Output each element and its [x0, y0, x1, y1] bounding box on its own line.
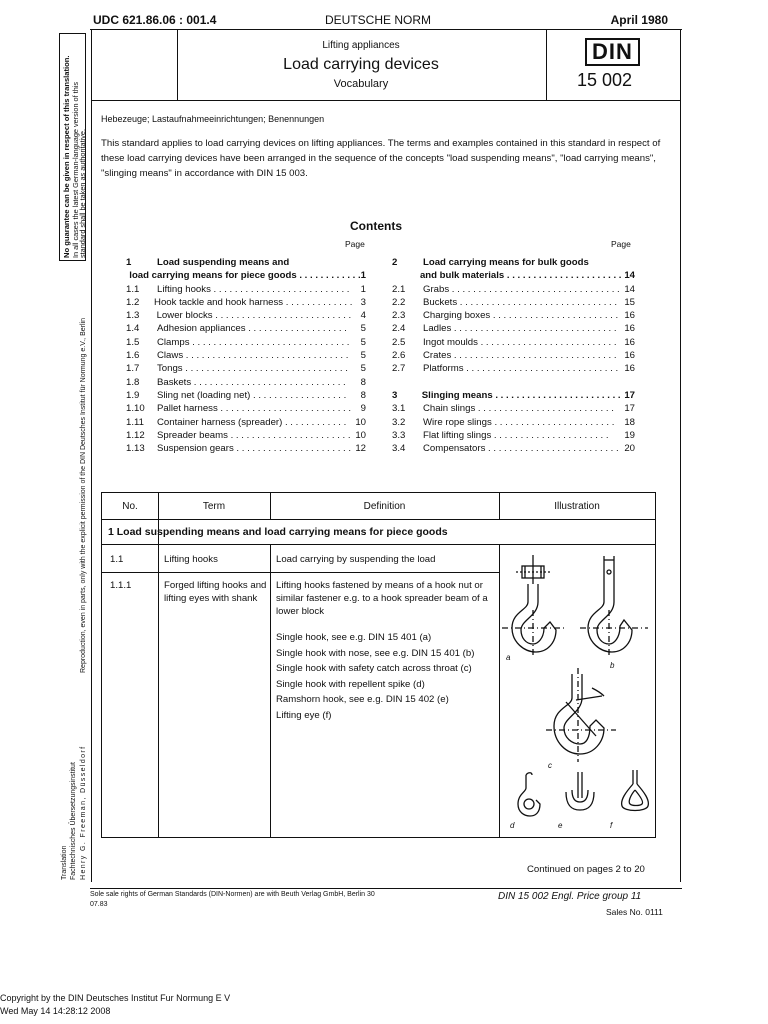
hook-example: Single hook with safety catch across throat (c) [276, 663, 472, 674]
col-header-no: No. [122, 501, 138, 512]
guarantee-line-1: No guarantee can be given in respect of this translation. [62, 55, 71, 258]
toc-number [392, 269, 420, 282]
toc-title: Load carrying means for bulk goods [423, 257, 589, 268]
norm-label: DEUTSCHE NORM [325, 13, 432, 27]
toc-page: 12 [355, 443, 366, 455]
toc-page: 8 [360, 376, 366, 388]
hook-example: Ramshorn hook, see e.g. DIN 15 402 (e) [276, 694, 449, 705]
toc-title: Spreader beams . . . . . . . . . . . . . . . . . . . . . . . [157, 429, 351, 441]
hook-a-figure [502, 555, 564, 658]
toc-number: 2.1 [392, 283, 406, 295]
toc-entry [126, 442, 366, 455]
toc-title: Ladles . . . . . . . . . . . . . . . . . . . . . . . . . . . . . . . [423, 323, 617, 335]
toc-title: Flat lifting slings . . . . . . . . . . . . . . . . . . . . . . [423, 429, 609, 441]
publication-date: April 1980 [610, 13, 668, 27]
hook-example: Single hook, see e.g. DIN 15 401 (a) [276, 632, 432, 643]
toc-page: 9 [360, 403, 366, 415]
toc-number: 2.4 [392, 323, 406, 335]
col-header-term: Term [202, 501, 226, 512]
hook-illustrations [500, 550, 655, 835]
toc-page: 16 [624, 350, 635, 362]
timestamp-line: Wed May 14 14:28:12 2008 [0, 1006, 111, 1016]
fig-label-f: f [610, 821, 613, 830]
toc-number: 2 [392, 257, 398, 268]
toc-entry [392, 442, 635, 455]
toc-number: 3.2 [392, 416, 406, 428]
toc-number: 1.4 [126, 323, 140, 335]
hook-example: Single hook with repellent spike (d) [276, 678, 425, 690]
toc-entry [392, 389, 635, 402]
toc-title: and bulk materials . . . . . . . . . . . . . . . . . . . . . . [419, 270, 622, 282]
hook-c-figure [546, 668, 616, 762]
hook-f-figure [622, 770, 649, 811]
toc-page [351, 256, 366, 269]
toc-title: Platforms . . . . . . . . . . . . . . . . . . . . . . . . . . . . . [423, 363, 619, 375]
toc-title [423, 376, 620, 389]
hook-b-figure [580, 556, 648, 658]
toc-page: 5 [360, 350, 366, 362]
toc-title: Tongs . . . . . . . . . . . . . . . . . . . . . . . . . . . . . . . [157, 363, 348, 375]
scope-paragraph: This standard applies to load carrying devices on lifting appliances. The terms and examples contained in this standard in respect of these load carrying devices have been arranged in the sequence of the concepts "load suspending means", "load carrying means", "slinging means" in accordance with DIN 15 003. [101, 138, 661, 179]
page-label-right: Page [611, 239, 631, 249]
toc-title: Chain slings . . . . . . . . . . . . . . . . . . . . . . . . . . [423, 403, 614, 415]
toc-entry [126, 269, 366, 282]
toc-entry [392, 376, 635, 389]
toc-page: 14 [624, 270, 635, 282]
toc-page: 10 [355, 429, 366, 441]
subject-label: Lifting appliances [322, 40, 400, 51]
hook-d-figure [518, 773, 540, 816]
toc-page: 14 [624, 283, 635, 295]
toc-number: 1.11 [126, 416, 144, 428]
guarantee-line-2: In all cases the latest German-language version of this [71, 81, 80, 258]
reproduction-notice: Reproduction, even in parts, only with the explicit permission of the DIN Deutsches Institut für Normung e.V., Berlin [80, 318, 87, 673]
fig-label-e: e [558, 821, 563, 830]
sales-number: Sales No. 0111 [606, 907, 663, 917]
toc-page: 19 [624, 429, 635, 441]
toc-entry [126, 336, 366, 349]
toc-entry [126, 362, 366, 375]
toc-number: 1.13 [126, 443, 145, 455]
toc-number: 1.12 [126, 429, 145, 441]
din-number: 15 002 [577, 70, 633, 90]
toc-entry [392, 309, 635, 322]
toc-entry [392, 296, 635, 309]
toc-number: 1.6 [126, 350, 140, 362]
toc-number: 1 [126, 257, 132, 268]
toc-title: Grabs . . . . . . . . . . . . . . . . . . . . . . . . . . . . . . . . [423, 283, 620, 295]
german-title: Hebezeuge; Lastaufnahmeeinrichtungen; Benennungen [101, 114, 325, 124]
translation-line-3: Henry G. Freeman, Düsseldorf [80, 745, 87, 880]
toc-entry [126, 322, 366, 335]
toc-number: 1.2 [126, 296, 140, 308]
toc-right-column [392, 256, 635, 455]
toc-number: 1.5 [126, 336, 140, 348]
toc-entry [392, 322, 635, 335]
toc-number: 3.4 [392, 443, 406, 455]
toc-number: 2.3 [392, 310, 406, 322]
section-heading: 1 Load suspending means and load carrying means for piece goods [108, 526, 448, 538]
hook-e-figure [566, 772, 594, 810]
guarantee-line-3: standard shall be taken as authoritative. [78, 129, 87, 258]
toc-page: 5 [360, 336, 366, 348]
row-term: Lifting hooks [164, 554, 218, 565]
toc-page: 18 [624, 416, 635, 428]
hook-examples-list [276, 630, 498, 723]
toc-page: 20 [624, 443, 635, 455]
toc-title: Clamps . . . . . . . . . . . . . . . . . . . . . . . . . . . . . . [157, 336, 350, 348]
document-reference: DIN 15 002 Engl. Price group 11 [498, 891, 642, 902]
toc-page: 15 [624, 296, 635, 308]
toc-entry [392, 256, 635, 269]
col-header-illustration: Illustration [554, 501, 600, 512]
toc-entry [126, 376, 366, 389]
toc-number: 2.2 [392, 296, 406, 308]
document-title: Load carrying devices [283, 56, 439, 73]
toc-left-column [126, 256, 366, 455]
toc-number: 1.7 [126, 363, 140, 375]
udc-number: UDC 621.86.06 : 001.4 [93, 13, 217, 27]
hook-example: Lifting eye (f) [276, 709, 332, 721]
guarantee-box [59, 33, 86, 261]
fig-label-a: a [506, 653, 511, 662]
toc-number: 1.9 [126, 389, 140, 401]
row-term: Forged lifting hooks and lifting eyes with shank [164, 580, 267, 604]
toc-entry [392, 349, 635, 362]
toc-number: 1.3 [126, 310, 140, 322]
toc-page: 16 [624, 336, 635, 348]
toc-page: 5 [360, 363, 366, 375]
toc-page: 1 [360, 270, 366, 282]
toc-number: 3.1 [392, 403, 406, 415]
toc-page: 17 [624, 403, 635, 415]
page-label-left: Page [345, 239, 365, 249]
toc-entry [126, 256, 366, 269]
toc-page: 3 [360, 296, 366, 308]
toc-title: Hook tackle and hook harness . . . . . . . . . . . . . [154, 296, 353, 308]
continued-note: Continued on pages 2 to 20 [527, 864, 645, 875]
toc-page: 8 [360, 389, 366, 401]
toc-title: Claws . . . . . . . . . . . . . . . . . . . . . . . . . . . . . . . [157, 350, 349, 362]
toc-title: load carrying means for piece goods . . . . . . . . . . . . [129, 270, 361, 282]
print-code: 07.83 [90, 901, 108, 908]
toc-number: 1.8 [126, 376, 140, 388]
sale-rights-note: Sole sale rights of German Standards (DIN-Normen) are with Beuth Verlag GmbH, Berlin 30 [90, 891, 375, 898]
toc-title: Ingot moulds . . . . . . . . . . . . . . . . . . . . . . . . . . [423, 336, 617, 348]
col-header-definition: Definition [363, 501, 406, 512]
document-subtitle: Vocabulary [333, 78, 389, 90]
toc-page: 16 [624, 323, 635, 335]
toc-number: 1.1 [126, 283, 140, 295]
toc-number: 3 [392, 389, 398, 401]
toc-page [620, 256, 635, 269]
toc-number: 3.3 [392, 429, 406, 441]
toc-title: Container harness (spreader) . . . . . . . . . . . . [157, 416, 347, 428]
toc-entry [126, 309, 366, 322]
translation-line-1: Translation [61, 845, 68, 880]
toc-title: Suspension gears . . . . . . . . . . . . . . . . . . . . . . [156, 443, 352, 455]
copyright-line: Copyright by the DIN Deutsches Institut Fur Normung E V [0, 993, 231, 1003]
toc-title: Slinging means . . . . . . . . . . . . . . . . . . . . . . . . [421, 389, 621, 401]
contents-heading: Contents [350, 219, 402, 233]
toc-page [620, 376, 635, 389]
toc-entry [126, 283, 366, 296]
toc-title: Buckets . . . . . . . . . . . . . . . . . . . . . . . . . . . . . . [423, 296, 618, 308]
toc-entry [392, 362, 635, 375]
toc-page: 10 [355, 416, 366, 428]
toc-number: 2.5 [392, 336, 406, 348]
din-logo: DIN [585, 38, 640, 66]
row-definition: Load carrying by suspending the load [276, 554, 436, 565]
toc-title: Adhesion appliances . . . . . . . . . . . . . . . . . . . [157, 323, 347, 335]
fig-label-d: d [510, 821, 515, 830]
toc-page: 16 [624, 310, 635, 322]
toc-entry [126, 349, 366, 362]
toc-title: Pallet harness . . . . . . . . . . . . . . . . . . . . . . . . . [156, 403, 352, 415]
toc-title: Sling net (loading net) . . . . . . . . . . . . . . . . . . [157, 389, 347, 401]
toc-number [392, 376, 423, 389]
toc-title: Lower blocks . . . . . . . . . . . . . . . . . . . . . . . . . . [156, 310, 352, 322]
toc-entry [126, 389, 366, 402]
fig-label-c: c [548, 761, 552, 770]
toc-page: 5 [360, 323, 366, 335]
toc-title: Compensators . . . . . . . . . . . . . . . . . . . . . . . . . [423, 443, 619, 455]
toc-number: 1.10 [126, 403, 145, 415]
toc-entry [392, 429, 635, 442]
toc-entry [126, 429, 366, 442]
toc-number: 2.7 [392, 363, 406, 375]
toc-page: 1 [360, 283, 366, 295]
toc-entry [392, 402, 635, 415]
fig-label-b: b [610, 661, 615, 670]
toc-entry [126, 296, 366, 309]
toc-title: Wire rope slings . . . . . . . . . . . . . . . . . . . . . . . [423, 416, 615, 428]
toc-entry [392, 269, 635, 282]
toc-title: Load suspending means and [157, 257, 290, 268]
toc-number: 2.6 [392, 350, 406, 362]
toc-page: 4 [360, 310, 366, 322]
row-definition: Lifting hooks fastened by means of a hook nut or similar fastener e.g. to a hook spreader beam of a lower block [276, 580, 488, 617]
toc-page: 16 [624, 363, 635, 375]
toc-entry [392, 336, 635, 349]
footer-rule [90, 888, 682, 889]
translation-line-2: Fachtechnisches Übersetzungsinstitut [70, 762, 77, 880]
toc-entry [126, 402, 366, 415]
toc-entry [392, 416, 635, 429]
toc-title: Lifting hooks . . . . . . . . . . . . . . . . . . . . . . . . . . [157, 283, 350, 295]
toc-entry [126, 416, 366, 429]
toc-title: Baskets . . . . . . . . . . . . . . . . . . . . . . . . . . . . . [157, 376, 346, 388]
toc-title: Crates . . . . . . . . . . . . . . . . . . . . . . . . . . . . . . . [423, 350, 617, 362]
hook-example: Single hook with nose, see e.g. DIN 15 401 (b) [276, 647, 475, 659]
toc-entry [392, 283, 635, 296]
toc-title: Charging boxes . . . . . . . . . . . . . . . . . . . . . . . . [423, 310, 619, 322]
row-no: 1.1.1 [110, 580, 132, 591]
row-no: 1.1 [110, 554, 124, 565]
toc-page: 17 [624, 389, 635, 401]
